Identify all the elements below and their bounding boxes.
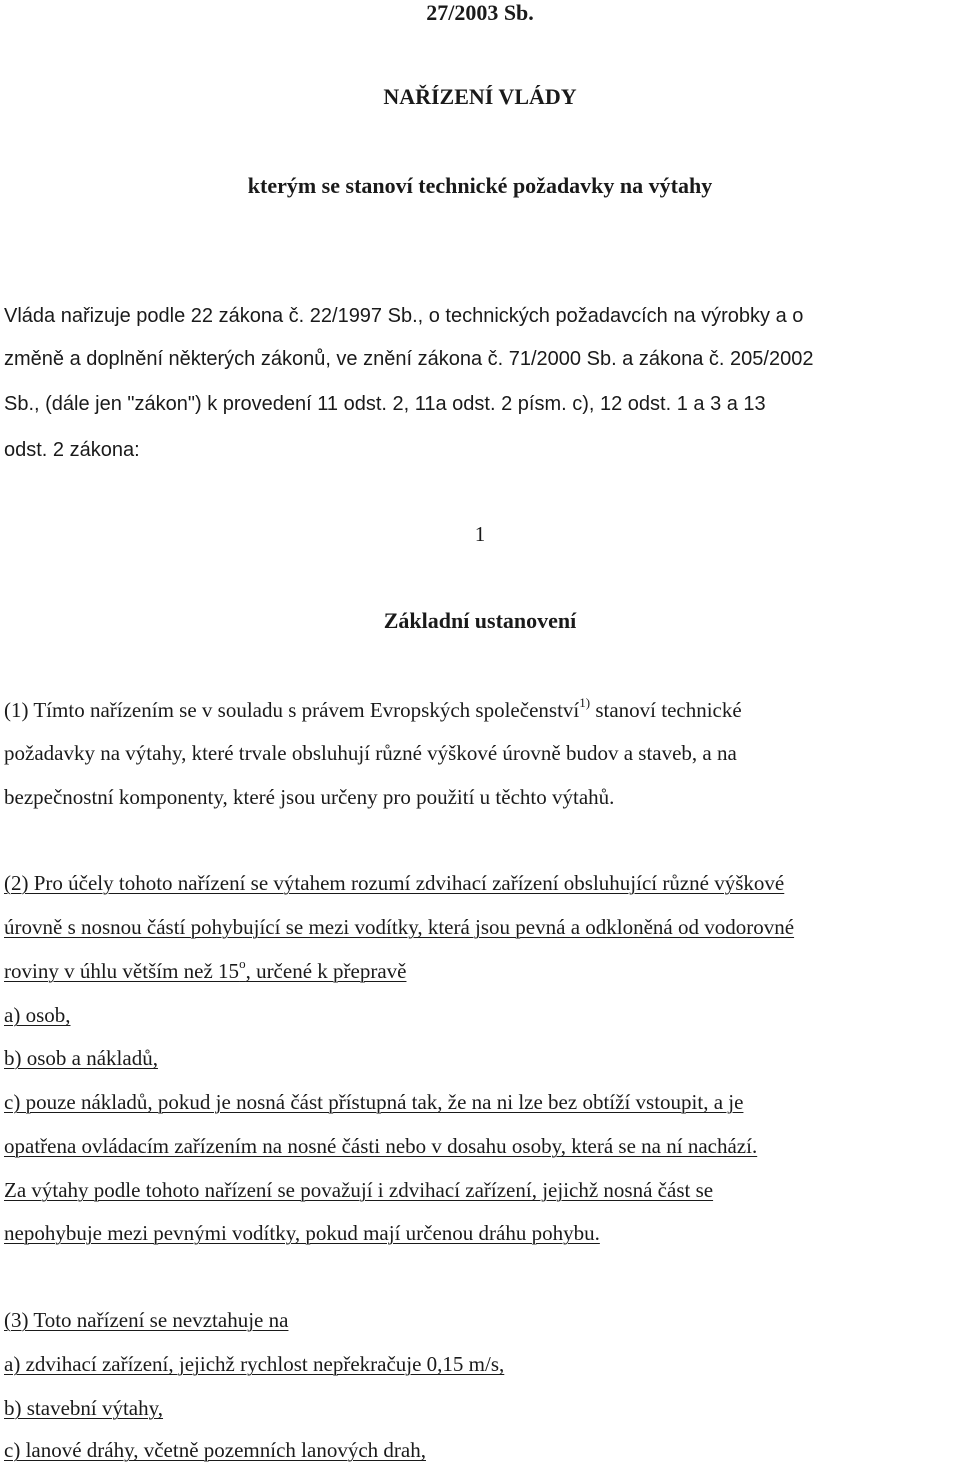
paragraph-text: stanoví technické bbox=[590, 698, 742, 722]
paragraph-line: (2) Pro účely tohoto nařízení se výtahem rozumí zdvihací zařízení obsluhující různé výškové bbox=[4, 871, 785, 895]
paragraph-line: úrovně s nosnou částí pohybující se mezi vodítky, která jsou pevná a odkloněná od vodorovné bbox=[4, 915, 795, 939]
paragraph-text: , určené k přepravě bbox=[245, 959, 407, 983]
list-item: a) osob, bbox=[4, 1003, 71, 1027]
paragraph-line: bezpečnostní komponenty, které jsou určeny pro použití u těchto výtahů. bbox=[4, 785, 615, 809]
list-item: b) osob a nákladů, bbox=[4, 1046, 158, 1070]
preamble-line: Vláda nařizuje podle 22 zákona č. 22/1997 Sb., o technických požadavcích na výrobky a o bbox=[4, 305, 804, 327]
law-number: 27/2003 Sb. bbox=[426, 0, 534, 25]
paragraph-text: (1) Tímto nařízením se v souladu s právem Evropských společenství bbox=[4, 698, 580, 722]
list-item: b) stavební výtahy, bbox=[4, 1396, 164, 1420]
paragraph-line: nepohybuje mezi pevnými vodítky, pokud mají určenou dráhu pohybu. bbox=[4, 1221, 600, 1245]
list-item: c) lanové dráhy, včetně pozemních lanových drah, bbox=[4, 1438, 426, 1462]
degree-mark: o bbox=[239, 956, 246, 971]
paragraph-line: požadavky na výtahy, které trvale obsluhují různé výškové úrovně budov a staveb, a na bbox=[4, 741, 737, 765]
section-title: Základní ustanovení bbox=[383, 608, 577, 633]
list-item: opatřena ovládacím zařízením na nosné části nebo v dosahu osoby, která se na ní nachází. bbox=[4, 1134, 758, 1158]
document-subtitle: kterým se stanoví technické požadavky na výtahy bbox=[247, 173, 713, 198]
section-number: 1 bbox=[474, 522, 486, 546]
footnote-ref[interactable]: 1) bbox=[579, 695, 591, 710]
document-type: NAŘÍZENÍ VLÁDY bbox=[383, 84, 577, 109]
preamble-line: Sb., (dále jen "zákon") k provedení 11 odst. 2, 11a odst. 2 písm. c), 12 odst. 1 a 3 a 13 bbox=[4, 393, 766, 415]
list-item: c) pouze nákladů, pokud je nosná část přístupná tak, že na ni lze bez obtíží vstoupit, a je bbox=[4, 1090, 744, 1114]
paragraph-line: Za výtahy podle tohoto nařízení se považují i zdvihací zařízení, jejichž nosná část se bbox=[4, 1178, 714, 1202]
preamble-line: změně a doplnění některých zákonů, ve znění zákona č. 71/2000 Sb. a zákona č. 205/2002 bbox=[4, 348, 814, 370]
paragraph-line: (3) Toto nařízení se nevztahuje na bbox=[4, 1308, 289, 1332]
list-item: a) zdvihací zařízení, jejichž rychlost nepřekračuje 0,15 m/s, bbox=[4, 1352, 505, 1376]
paragraph-line bbox=[4, 957, 406, 985]
paragraph-text: roviny v úhlu větším než 15 bbox=[4, 959, 240, 983]
preamble-line: odst. 2 zákona: bbox=[4, 439, 140, 461]
paragraph-line bbox=[4, 696, 742, 724]
